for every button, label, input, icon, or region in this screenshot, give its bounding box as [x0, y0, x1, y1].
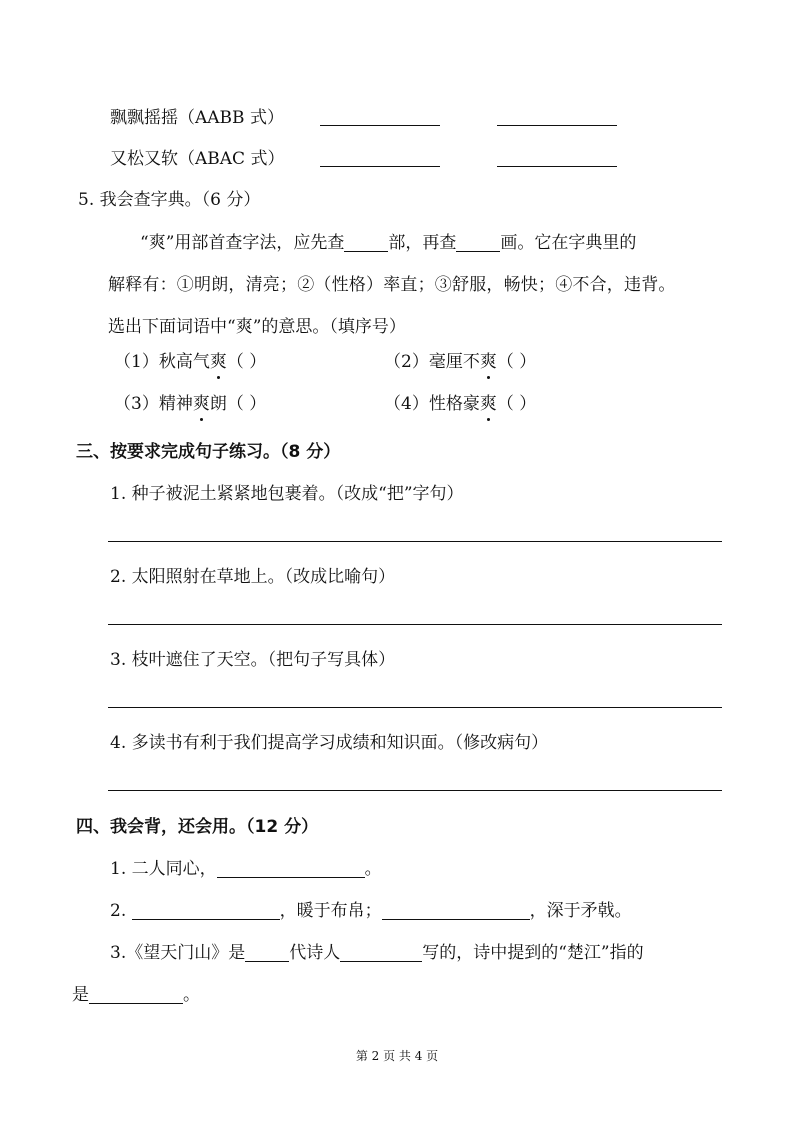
section-4-item-3-continuation — [72, 983, 200, 1007]
section-3-heading: 三、按要求完成句子练习。（8 分） — [76, 442, 341, 462]
section-3-item-3: 3. 枝叶遮住了天空。（把句子写具体） — [110, 650, 396, 670]
section-3-item-1: 1. 种子被泥土紧紧地包裹着。（改成“把”字句） — [110, 484, 464, 504]
section-4-item-2 — [110, 899, 632, 923]
q5-line-3: 选出下面词语中“爽”的意思。（填序号） — [108, 317, 406, 337]
section-4-heading: 四、我会背，还会用。（12 分） — [76, 817, 319, 837]
section-3-answer-line-3[interactable] — [108, 707, 722, 708]
page-footer: 第 2 页 共 4 页 — [355, 1049, 439, 1063]
q5-item-1-answer[interactable]: （ ） — [226, 352, 267, 372]
q5-line-1-text-b: 部，再查 — [388, 233, 457, 253]
section-3-answer-line-2[interactable] — [108, 624, 722, 625]
q5-item-2-pre: （2）毫厘不 — [384, 352, 480, 372]
stroke-count-blank[interactable] — [456, 233, 500, 252]
section-4-item-3-text-c: 写的，诗中提到的“楚江”指的 — [422, 943, 644, 963]
q5-item-3[interactable] — [114, 392, 266, 416]
q5-line-2: 解释有：①明朗，清亮；②（性格）率直；③舒服，畅快；④不合，违背。 — [108, 275, 676, 295]
section-4-item-3-text-b: 代诗人 — [289, 943, 341, 963]
q5-item-3-answer[interactable]: 朗（ ） — [209, 394, 267, 414]
section-4-item-1-blank[interactable] — [217, 859, 365, 878]
q4-row-1-label: 飘飘摇摇（AABB 式） — [110, 108, 284, 128]
q5-item-4-pre: （4）性格豪 — [384, 394, 480, 414]
q5-item-3-pre: （3）精神 — [114, 394, 193, 414]
section-3-item-2: 2. 太阳照射在草地上。（改成比喻句） — [110, 567, 396, 587]
q5-line-1 — [140, 231, 636, 255]
q5-line-1-text-a: “爽”用部首查字法，应先查 — [140, 233, 345, 253]
q5-title: 5. 我会查字典。（6 分） — [78, 190, 261, 210]
radical-blank[interactable] — [344, 233, 388, 252]
section-4-item-3-text-e: 。 — [183, 985, 200, 1005]
q5-item-2-dotted-char: 爽 — [479, 352, 497, 372]
q5-item-4-answer[interactable]: （ ） — [496, 394, 537, 414]
q4-row-2-label: 又松又软（ABAC 式） — [110, 149, 285, 169]
section-4-item-1-end: 。 — [364, 859, 382, 879]
section-4-item-2-blank-2[interactable] — [382, 901, 530, 920]
q4-row-2-blank-2[interactable] — [497, 166, 617, 167]
q4-row-1-blank-2[interactable] — [497, 125, 617, 126]
q5-item-4[interactable] — [384, 392, 536, 416]
section-4-item-1-text: 1. 二人同心， — [110, 859, 217, 879]
q5-item-2-answer[interactable]: （ ） — [496, 352, 537, 372]
section-3-answer-line-4[interactable] — [108, 790, 722, 791]
section-4-item-2-blank-1[interactable] — [132, 901, 280, 920]
q5-item-3-dotted-char: 爽 — [192, 394, 210, 414]
q4-row-2-blank-1[interactable] — [320, 166, 440, 167]
q5-item-4-dotted-char: 爽 — [479, 394, 497, 414]
q5-line-1-text-c: 画。它在字典里的 — [500, 233, 637, 253]
section-4-item-1 — [110, 857, 382, 881]
section-3-item-4: 4. 多读书有利于我们提高学习成绩和知识面。（修改病句） — [110, 733, 549, 753]
section-4-item-2-text-mid: ，暖于布帛； — [279, 901, 382, 921]
poet-blank[interactable] — [340, 943, 422, 962]
section-4-item-3-text-a: 3.《望天门山》是 — [110, 943, 246, 963]
section-4-item-2-number: 2. — [110, 901, 132, 921]
section-4-item-3 — [110, 941, 644, 965]
q5-item-2[interactable] — [384, 350, 536, 374]
q5-item-1-pre: （1）秋高气 — [114, 352, 210, 372]
q5-item-1-dotted-char: 爽 — [209, 352, 227, 372]
dynasty-blank[interactable] — [245, 943, 289, 962]
chujiang-blank[interactable] — [89, 985, 183, 1004]
section-3-answer-line-1[interactable] — [108, 541, 722, 542]
q5-item-1[interactable] — [114, 350, 266, 374]
section-4-item-3-text-d: 是 — [72, 985, 89, 1005]
q4-row-1-blank-1[interactable] — [320, 125, 440, 126]
section-4-item-2-text-end: ，深于矛戟。 — [529, 901, 632, 921]
